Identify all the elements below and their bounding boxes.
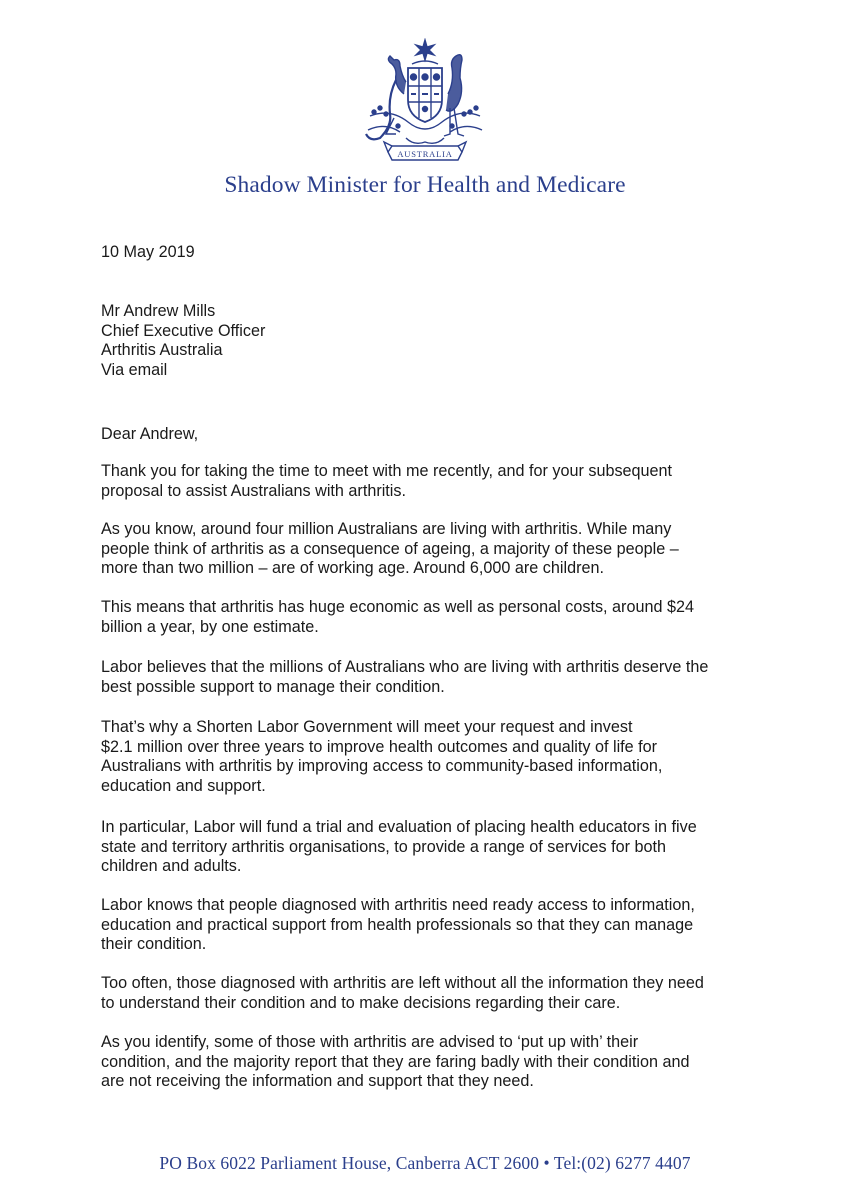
paragraph-line: As you know, around four million Australians are living with arthritis. While many [101, 520, 672, 538]
coat-of-arms-logo [350, 38, 500, 166]
delivery-method: Via email [101, 360, 168, 379]
office-title: Shadow Minister for Health and Medicare [224, 172, 626, 198]
paragraph-line: best possible support to manage their condition. [101, 677, 445, 696]
paragraph-line: more than two million – are of working age. Around 6,000 are children. [101, 559, 604, 577]
recipient-organisation: Arthritis Australia [101, 341, 223, 359]
recipient-name: Mr Andrew Mills [101, 302, 216, 320]
shield-icon [408, 68, 442, 122]
recipient-title: Chief Executive Officer [101, 321, 266, 340]
paragraph [101, 974, 761, 1013]
paragraph-line: their condition. [101, 935, 207, 953]
paragraph [101, 1033, 761, 1092]
paragraph-line: education and practical support from health professionals so that they can manage [101, 915, 694, 934]
paragraph-line: Too often, those diagnosed with arthritis are left without all the information they need [101, 974, 704, 992]
recipient-address [101, 302, 761, 380]
paragraph [101, 718, 761, 796]
paragraph-line: That’s why a Shorten Labor Government will meet your request and invest [101, 718, 633, 736]
paragraph [101, 598, 761, 637]
paragraph-line: In particular, Labor will fund a trial and evaluation of placing health educators in five [101, 818, 697, 836]
salutation: Dear Andrew, [101, 425, 199, 443]
paragraph [101, 520, 761, 579]
paragraph-line: $2.1 million over three years to improve health outcomes and quality of life for [101, 737, 658, 756]
paragraph-line: billion a year, by one estimate. [101, 617, 319, 636]
paragraph-line: state and territory arthritis organisations, to provide a range of services for both [101, 837, 667, 856]
paragraph [101, 658, 761, 697]
federation-star-icon [416, 40, 434, 60]
paragraph [101, 896, 761, 955]
paragraph-line: Thank you for taking the time to meet with me recently, and for your subsequent [101, 462, 673, 480]
paragraph [101, 462, 761, 501]
crest-scroll-text: AUSTRALIA [397, 149, 453, 159]
paragraph-line: As you identify, some of those with arthritis are advised to ‘put up with’ their [101, 1033, 639, 1051]
paragraph [101, 818, 761, 877]
emu-icon [444, 55, 464, 136]
paragraph-line: education and support. [101, 776, 266, 795]
paragraph-line: Labor knows that people diagnosed with arthritis need ready access to information, [101, 896, 695, 914]
paragraph-line: are not receiving the information and support that they need. [101, 1072, 534, 1090]
paragraph-line: Australians with arthritis by improving access to community-based information, [101, 757, 663, 775]
paragraph-line: proposal to assist Australians with arthritis. [101, 481, 406, 500]
paragraph-line: Labor believes that the millions of Australians who are living with arthritis deserve the [101, 658, 709, 676]
footer-address: PO Box 6022 Parliament House, Canberra ACT 2600 • Tel:(02) 6277 4407 [159, 1153, 691, 1173]
paragraph-line: condition, and the majority report that they are faring badly with their condition and [101, 1052, 690, 1071]
paragraph-line: This means that arthritis has huge economic as well as personal costs, around $24 [101, 598, 694, 616]
paragraph-line: to understand their condition and to make decisions regarding their care. [101, 993, 621, 1012]
paragraph-line: children and adults. [101, 857, 242, 875]
letter-date: 10 May 2019 [101, 243, 195, 261]
paragraph-line: people think of arthritis as a consequence of ageing, a majority of these people – [101, 539, 679, 558]
